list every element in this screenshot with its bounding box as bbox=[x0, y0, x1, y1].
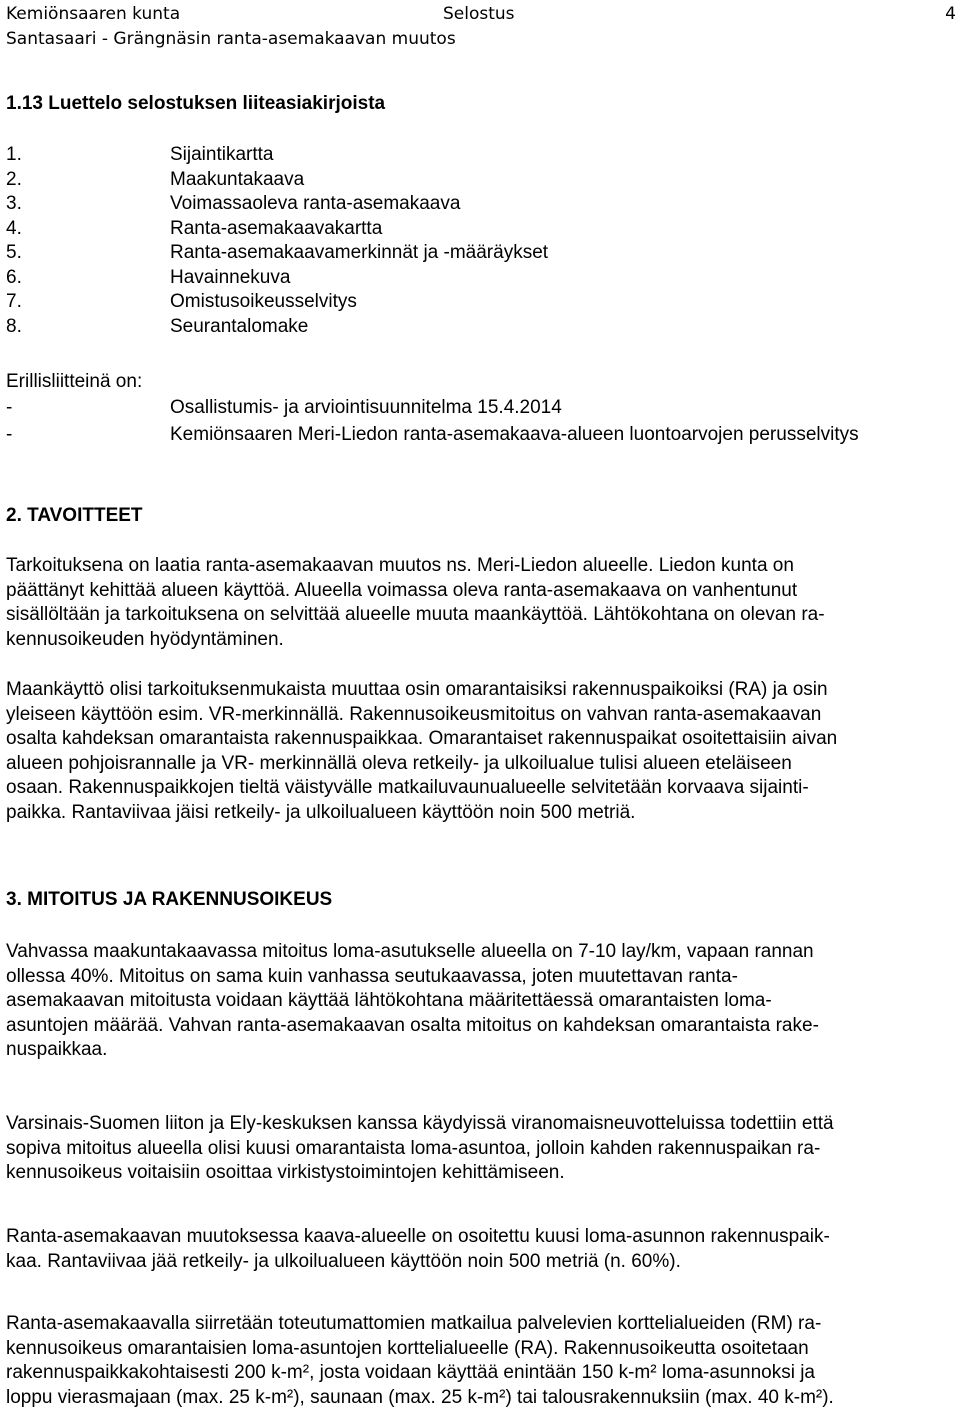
list-item bbox=[6, 241, 946, 266]
list-item-text: Sijaintikartta bbox=[170, 144, 274, 165]
paragraph-line: osaan. Rakennuspaikkojen tieltä väistyvälle matkailuvaunualueelle selvitetään korvaava sijainti- bbox=[6, 777, 809, 798]
paragraph bbox=[6, 1112, 951, 1186]
list-item-number: 7. bbox=[6, 291, 22, 312]
section-2-heading: 2. TAVOITTEET bbox=[6, 505, 143, 526]
list-item-number: 3. bbox=[6, 193, 22, 214]
paragraph-line: Maankäyttö olisi tarkoituksenmukaista muuttaa osin omarantaisiksi rakennuspaikoiksi (RA) ja osin bbox=[6, 679, 828, 700]
paragraph-line: sisällöltään ja tarkoituksena on selvittää alueelle muuta maankäyttöä. Lähtökohtana on olevan ra- bbox=[6, 604, 825, 625]
paragraph-line: Ranta-asemakaavalla siirretään toteutumattomien matkailua palvelevien korttelialueiden (RM) ra- bbox=[6, 1313, 822, 1334]
list-item-dash: - bbox=[6, 397, 13, 418]
paragraph-line: asuntojen määrää. Vahvan ranta-asemakaavan osalta mitoitus on kahdeksan omarantaista rake- bbox=[6, 1014, 819, 1036]
paragraph bbox=[6, 678, 951, 825]
paragraph-line: asemakaavan mitoitusta voidaan käyttää lähtökohtana määritettäessä omarantaisten loma- bbox=[6, 990, 772, 1011]
paragraph-line: osalta kahdeksan omarantaista rakennuspaikkaa. Omarantaiset rakennuspaikat osoitettaisiin aivan bbox=[6, 728, 838, 749]
list-item bbox=[6, 421, 956, 448]
section-1-13-heading: 1.13 Luettelo selostuksen liiteasiakirjoista bbox=[6, 93, 386, 114]
list-item-number: 6. bbox=[6, 266, 22, 288]
paragraph-line: kaa. Rantaviivaa jää retkeily- ja ulkoilualueen käyttöön noin 500 metriä (n. 60%). bbox=[6, 1250, 681, 1272]
list-item bbox=[6, 394, 956, 421]
list-item-number: 8. bbox=[6, 315, 22, 337]
list-item-number: 2. bbox=[6, 168, 22, 190]
list-item-text: Voimassaoleva ranta-asemakaava bbox=[170, 193, 461, 214]
paragraph-line: nuspaikkaa. bbox=[6, 1039, 108, 1060]
paragraph-line: kennusoikeus omarantaisien loma-asuntojen korttelialueelle (RA). Rakennusoikeutta osoitetaan bbox=[6, 1337, 809, 1359]
list-item-text: Kemiönsaaren Meri-Liedon ranta-asemakaava-alueen luontoarvojen perusselvitys bbox=[170, 424, 859, 445]
separate-appendices-list bbox=[6, 394, 956, 448]
paragraph-line: paikka. Rantaviivaa jäisi retkeily- ja ulkoilualueen käyttöön noin 500 metriä. bbox=[6, 801, 636, 823]
paragraph-line: ollessa 40%. Mitoitus on sama kuin vanhassa seutukaavassa, joten muutettavan ranta- bbox=[6, 965, 738, 987]
paragraph bbox=[6, 554, 951, 652]
list-item-text: Seurantalomake bbox=[170, 315, 309, 337]
paragraph-line: loppu vierasmajaan (max. 25 k-m²), saunaan (max. 25 k-m²) tai talousrakennuksiin (max. 40 k-m²). bbox=[6, 1386, 834, 1408]
paragraph bbox=[6, 1312, 951, 1410]
list-item-text: Maakuntakaava bbox=[170, 168, 305, 190]
paragraph-line: kennusoikeus voitaisiin osoittaa virkistystoimintojen kehittämiseen. bbox=[6, 1162, 565, 1183]
paragraph-line: sopiva mitoitus alueella olisi kuusi omarantaista loma-asuntoa, jolloin kahden rakennuspaikan ra- bbox=[6, 1137, 821, 1159]
paragraph-line: päättänyt kehittää alueen käyttöä. Alueella voimassa oleva ranta-asemakaava on vanhentunut bbox=[6, 579, 798, 601]
list-item bbox=[6, 192, 946, 217]
list-item-number: 5. bbox=[6, 242, 22, 263]
separate-appendices-label: Erillisliitteinä on: bbox=[6, 371, 143, 392]
page-header bbox=[6, 0, 956, 50]
section-3-heading: 3. MITOITUS JA RAKENNUSOIKEUS bbox=[6, 889, 333, 910]
header-municipality: Kemiönsaaren kunta bbox=[6, 4, 181, 24]
paragraph-line: kennusoikeuden hyödyntäminen. bbox=[6, 628, 284, 650]
list-item bbox=[6, 290, 946, 315]
list-item bbox=[6, 315, 946, 340]
paragraph-line: alueen pohjoisrannalle ja VR- merkinnällä oleva retkeily- ja ulkoilualue tulisi alueen eteläiseen bbox=[6, 752, 792, 774]
list-item bbox=[6, 143, 946, 168]
list-item-dash: - bbox=[6, 424, 13, 445]
header-document-type: Selostus bbox=[443, 4, 515, 24]
list-item-text: Osallistumis- ja arviointisuunnitelma 15.4.2014 bbox=[170, 397, 562, 418]
list-item bbox=[6, 217, 946, 242]
paragraph-line: rakennuspaikkakohtaisesti 200 k-m², josta voidaan käyttää enintään 150 k-m² loma-asunnoksi ja bbox=[6, 1362, 815, 1383]
header-plan-title: Santasaari - Grängnäsin ranta-asemakaavan muutos bbox=[6, 29, 456, 49]
list-item-number: 4. bbox=[6, 217, 22, 239]
paragraph-line: Vahvassa maakuntakaavassa mitoitus loma-asutukselle alueella on 7-10 lay/km, vapaan rannan bbox=[6, 941, 814, 962]
paragraph-line: Varsinais-Suomen liiton ja Ely-keskuksen kanssa käydyissä viranomaisneuvotteluissa todettiin että bbox=[6, 1113, 834, 1134]
page-number: 4 bbox=[945, 4, 956, 24]
paragraph-line: Ranta-asemakaavan muutoksessa kaava-alueelle on osoitettu kuusi loma-asunnon rakennuspaik- bbox=[6, 1226, 830, 1247]
list-item-text: Ranta-asemakaavamerkinnät ja -määräykset bbox=[170, 242, 549, 263]
list-item-text: Omistusoikeusselvitys bbox=[170, 291, 357, 312]
appendix-list bbox=[6, 143, 946, 339]
paragraph-line: yleiseen käyttöön esim. VR-merkinnällä. Rakennusoikeusmitoitus on vahvan ranta-asemakaavan bbox=[6, 703, 822, 725]
paragraph bbox=[6, 1225, 951, 1274]
paragraph-line: Tarkoituksena on laatia ranta-asemakaavan muutos ns. Meri-Liedon alueelle. Liedon kunta on bbox=[6, 555, 794, 576]
list-item-number: 1. bbox=[6, 144, 22, 165]
list-item-text: Ranta-asemakaavakartta bbox=[170, 217, 383, 239]
paragraph bbox=[6, 940, 951, 1063]
list-item-text: Havainnekuva bbox=[170, 266, 291, 288]
list-item bbox=[6, 266, 946, 291]
header-row-1 bbox=[6, 0, 956, 25]
list-item bbox=[6, 168, 946, 193]
header-row-2 bbox=[6, 25, 956, 50]
